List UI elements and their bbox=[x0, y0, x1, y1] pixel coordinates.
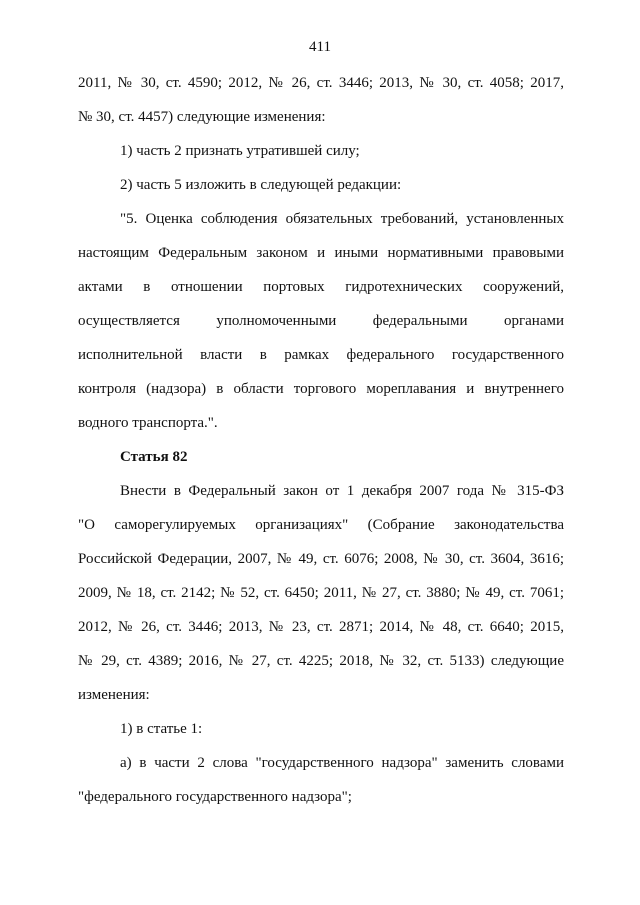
text-line: Российской Федерации, 2007, № 49, ст. 6076; 2008, № 30, ст. 3604, 3616; bbox=[78, 551, 564, 567]
text-line: 2009, № 18, ст. 2142; № 52, ст. 6450; 2011, № 27, ст. 3880; № 49, ст. 7061; bbox=[78, 585, 564, 601]
list-subitem: а) в части 2 слова "государственного надзора" заменить словами bbox=[120, 755, 564, 771]
text-line: 2012, № 26, ст. 3446; 2013, № 23, ст. 2871; 2014, № 48, ст. 6640; 2015, bbox=[78, 619, 564, 635]
text-line: 2011, № 30, ст. 4590; 2012, № 26, ст. 3446; 2013, № 30, ст. 4058; 2017, bbox=[78, 75, 564, 91]
document-body bbox=[78, 66, 564, 814]
text-line: "О саморегулируемых организациях" (Собрание законодательства bbox=[78, 517, 564, 533]
text-line: Внести в Федеральный закон от 1 декабря 2007 года № 315-ФЗ bbox=[120, 483, 564, 499]
list-item: 2) часть 5 изложить в следующей редакции: bbox=[120, 177, 402, 193]
quoted-text-line: исполнительной власти в рамках федерального государственного bbox=[78, 347, 564, 363]
quoted-text-line: водного транспорта.". bbox=[78, 415, 218, 431]
quoted-text-line: контроля (надзора) в области торгового мореплавания и внутреннего bbox=[78, 381, 564, 397]
text-line: изменения: bbox=[78, 687, 150, 703]
quoted-text-line: осуществляется уполномоченными федеральными органами bbox=[78, 313, 564, 329]
quoted-text-line: "5. Оценка соблюдения обязательных требований, установленных bbox=[120, 211, 564, 227]
quoted-text-line: настоящим Федеральным законом и иными нормативными правовыми bbox=[78, 245, 564, 261]
text-line: № 30, ст. 4457) следующие изменения: bbox=[78, 109, 326, 125]
article-heading: Статья 82 bbox=[120, 449, 188, 465]
text-line: "федерального государственного надзора"; bbox=[78, 789, 352, 805]
list-item: 1) в статье 1: bbox=[120, 721, 203, 737]
list-item: 1) часть 2 признать утратившей силу; bbox=[120, 143, 360, 159]
text-line: № 29, ст. 4389; 2016, № 27, ст. 4225; 2018, № 32, ст. 5133) следующие bbox=[78, 653, 564, 669]
page-number: 411 bbox=[309, 39, 331, 55]
quoted-text-line: актами в отношении портовых гидротехнических сооружений, bbox=[78, 279, 564, 295]
